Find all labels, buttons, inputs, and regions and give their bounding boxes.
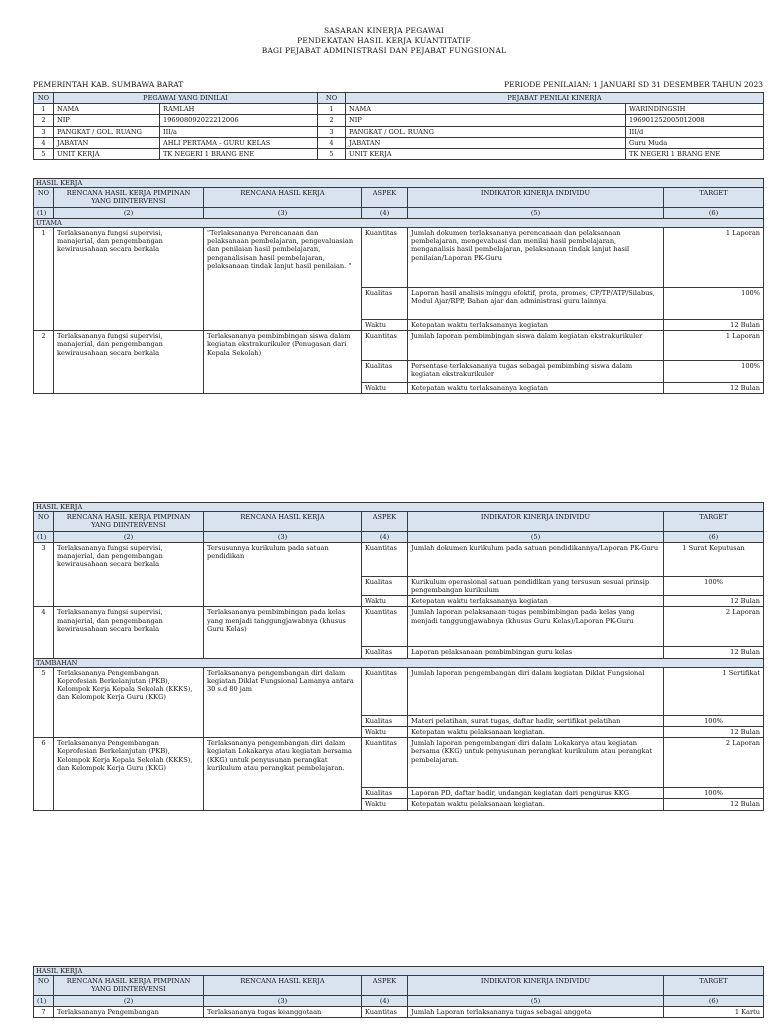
item-indikator: Laporan PD, daftar hadir, undangan kegiatan dari pengurus KKG [408, 788, 664, 799]
item-target: 12 Bulan [664, 320, 764, 331]
item-target: 100% [664, 576, 764, 595]
item-indikator: Kurikulum operasional satuan pendidikan yang tersusun sesuai prinsip pengembangan kurikulum [408, 576, 664, 595]
field-label: UNIT KERJA [54, 149, 160, 160]
col-number: (5) [408, 207, 664, 218]
item-aspek: Kualitas [362, 288, 408, 320]
item-rhk: Terlaksananya pembimbingan siswa dalam kegiatan ekstrakurikuler (Penugasan dari Kepala Sekolah) [204, 331, 362, 394]
item-aspek: Kuantitas [362, 607, 408, 647]
item-target: 12 Bulan [664, 383, 764, 394]
field-label: PANGKAT / GOL. RUANG [346, 126, 626, 137]
item-target: 2 Laporan [664, 738, 764, 788]
col-number: (5) [408, 995, 664, 1006]
item-indikator: Jumlah laporan pengembangan diri dalam Lokakarya atau kegiatan bersama (KKG) untuk penyusunan perangkat kurikulum atau perangkat pembelajaran. [408, 738, 664, 788]
item-target: 100% [664, 715, 764, 726]
col-rhk: RENCANA HASIL KERJA [204, 976, 362, 995]
item-target: 100% [664, 361, 764, 383]
col-target: TARGET [664, 188, 764, 207]
item-aspek: Kualitas [362, 715, 408, 726]
item-target: 1 Kartu [664, 1006, 764, 1017]
item-no: 4 [34, 607, 54, 658]
field-label: NIP [54, 115, 160, 126]
row-no: 3 [34, 126, 54, 137]
hasil-kerja-table-page-3 [33, 966, 764, 1018]
col-number: (1) [34, 531, 54, 542]
col-number: (3) [204, 995, 362, 1006]
table-row [34, 331, 764, 361]
field-value: AHLI PERTAMA - GURU KELAS [160, 137, 318, 148]
field-value: WARINDINGSIH [626, 104, 764, 115]
table-row [34, 1006, 764, 1017]
item-pimpinan: Terlaksananya fungsi supervisi, manajerial, dan pengembangan kewirausahaan secara berkala [54, 542, 204, 607]
field-label: NAMA [54, 104, 160, 115]
penilai-no-header: NO [318, 93, 346, 104]
pegawai-row [34, 104, 764, 115]
item-target: 12 Bulan [664, 596, 764, 607]
item-no: 1 [34, 228, 54, 331]
col-target: TARGET [664, 976, 764, 995]
table-row [34, 542, 764, 576]
table-row [34, 228, 764, 288]
section-tambahan: TAMBAHAN [34, 658, 764, 667]
field-label: PANGKAT / GOL. RUANG [54, 126, 160, 137]
item-aspek: Waktu [362, 596, 408, 607]
item-target: 12 Bulan [664, 727, 764, 738]
item-aspek: Kuantitas [362, 738, 408, 788]
col-number: (4) [362, 995, 408, 1006]
item-target: 100% [664, 788, 764, 799]
item-aspek: Kualitas [362, 361, 408, 383]
item-pimpinan: Terlaksananya fungsi supervisi, manajerial, dan pengembangan kewirausahaan secara berkala [54, 331, 204, 394]
pegawai-row [34, 137, 764, 148]
item-indikator: Jumlah laporan pembimbingan siswa dalam kegiatan ekstrakurikuler [408, 331, 664, 361]
doc-title-line1: SASARAN KINERJA PEGAWAI [323, 26, 445, 35]
doc-title-line3: BAGI PEJABAT ADMINISTRASI DAN PEJABAT FUNGSIONAL [261, 46, 507, 55]
row-no: 1 [318, 104, 346, 115]
item-pimpinan: Terlaksananya fungsi supervisi, manajerial, dan pengembangan kewirausahaan secara berkala [54, 228, 204, 331]
section-hasil-kerja: HASIL KERJA [34, 967, 764, 976]
field-value: III/d [626, 126, 764, 137]
row-no: 3 [318, 126, 346, 137]
item-aspek: Kuantitas [362, 667, 408, 715]
col-number: (2) [54, 207, 204, 218]
pegawai-no-header: NO [34, 93, 54, 104]
item-indikator: Laporan pelaksanaan pembimbingan guru kelas [408, 647, 664, 658]
table-row [34, 667, 764, 715]
field-label: NAMA [346, 104, 626, 115]
row-no: 4 [318, 137, 346, 148]
item-aspek: Waktu [362, 383, 408, 394]
item-rhk: Terlaksananya tugas keanggotaan [204, 1006, 362, 1017]
item-aspek: Waktu [362, 727, 408, 738]
col-aspek: ASPEK [362, 512, 408, 531]
col-number: (2) [54, 995, 204, 1006]
table-row [34, 607, 764, 647]
item-rhk: Terlaksananya pengembangan diri dalam kegiatan Diklat Fungsional Lamanya antara 30 s.d 80 jam [204, 667, 362, 737]
item-pimpinan: Terlaksananya Pengembangan [54, 1006, 204, 1017]
field-label: JABATAN [54, 137, 160, 148]
pegawai-row [34, 115, 764, 126]
item-pimpinan: Terlaksananya Pengembangan Keprofesian Berkelanjutan (PKB), Kelompok Kerja Kepala Sekolah (KKKS), dan Kelompok Kerja Guru (KKG) [54, 738, 204, 810]
field-value: RAMLAH [160, 104, 318, 115]
item-pimpinan: Terlaksananya fungsi supervisi, manajerial, dan pengembangan kewirausahaan secara berkala [54, 607, 204, 658]
col-aspek: ASPEK [362, 976, 408, 995]
item-rhk: Terlaksananya pembimbingan pada kelas yang menjadi tanggungjawabnya (khusus Guru Kelas) [204, 607, 362, 658]
item-target: 12 Bulan [664, 647, 764, 658]
item-indikator: Jumlah laporan pelaksanaan tugas pembimbingan pada kelas yang menjadi tanggungjawabnya (khusus Guru Kelas)/Laporan PK-Guru [408, 607, 664, 647]
pegawai-row [34, 126, 764, 137]
col-rhk-pimpinan: RENCANA HASIL KERJA PIMPINAN YANG DIINTERVENSI [54, 976, 204, 995]
item-no: 2 [34, 331, 54, 394]
item-indikator: Ketepatan waktu terlaksananya kegiatan [408, 320, 664, 331]
item-indikator: Ketepatan waktu terlaksananya kegiatan [408, 383, 664, 394]
field-value: III/a [160, 126, 318, 137]
item-aspek: Kualitas [362, 576, 408, 595]
item-indikator: Jumlah laporan pengembangan diri dalam kegiatan Diklat Fungsional [408, 667, 664, 715]
field-value: TK NEGERI 1 BRANG ENE [160, 149, 318, 160]
col-rhk: RENCANA HASIL KERJA [204, 188, 362, 207]
item-pimpinan: Terlaksananya Pengembangan Keprofesian Berkelanjutan (PKB), Kelompok Kerja Kepala Sekolah (KKKS), dan Kelompok Kerja Guru (KKG) [54, 667, 204, 737]
item-target: 12 Bulan [664, 799, 764, 810]
col-no: NO [34, 188, 54, 207]
item-aspek: Kuantitas [362, 542, 408, 576]
item-rhk: "Terlaksananya Perencanaan dan pelaksanaan pembelajaran, pengevaluasian dan penilaian hasil pembelajaran, penganalisisan hasil pembelajaran, pelaksanaan tindak lanjut hasil penilaian. " [204, 228, 362, 331]
item-aspek: Kualitas [362, 788, 408, 799]
col-number: (3) [204, 531, 362, 542]
item-aspek: Waktu [362, 320, 408, 331]
col-no: NO [34, 512, 54, 531]
col-number: (6) [664, 995, 764, 1006]
item-aspek: Kuantitas [362, 228, 408, 288]
item-no: 7 [34, 1006, 54, 1017]
row-no: 5 [318, 149, 346, 160]
row-no: 2 [34, 115, 54, 126]
period-label: PERIODE PENILAIAN: 1 JANUARI SD 31 DESEMBER TAHUN 2023 [504, 80, 763, 89]
col-target: TARGET [664, 512, 764, 531]
field-value: 196908092022212006 [160, 115, 318, 126]
item-indikator: Jumlah Laporan terlaksananya tugas sebagai anggota [408, 1006, 664, 1017]
col-number: (6) [664, 207, 764, 218]
section-hasil-kerja: HASIL KERJA [34, 503, 764, 512]
hasil-kerja-table-page-2 [33, 502, 764, 811]
institution-label: PEMERINTAH KAB. SUMBAWA BARAT [33, 80, 184, 89]
item-no: 6 [34, 738, 54, 810]
col-number: (3) [204, 207, 362, 218]
item-indikator: Materi pelatihan, surat tugas, daftar hadir, sertifikat pelatihan [408, 715, 664, 726]
item-indikator: Ketepatan waktu pelaksanaan kegiatan. [408, 727, 664, 738]
item-target: 2 Laporan [664, 607, 764, 647]
field-value: Guru Muda [626, 137, 764, 148]
col-number: (6) [664, 531, 764, 542]
item-indikator: Ketepatan waktu terlaksananya kegiatan [408, 596, 664, 607]
pegawai-dinilai-header: PEGAWAI YANG DINILAI [54, 93, 318, 104]
item-no: 5 [34, 667, 54, 737]
item-aspek: Kualitas [362, 647, 408, 658]
col-number: (4) [362, 207, 408, 218]
field-label: UNIT KERJA [346, 149, 626, 160]
item-rhk: Tersusunnya kurikulum pada satuan pendidikan [204, 542, 362, 607]
col-number: (1) [34, 995, 54, 1006]
item-aspek: Kuantitas [362, 331, 408, 361]
col-aspek: ASPEK [362, 188, 408, 207]
item-target: 1 Laporan [664, 228, 764, 288]
item-target: 100% [664, 288, 764, 320]
field-value: TK NEGERI 1 BRANG ENE [626, 149, 764, 160]
col-rhk-pimpinan: RENCANA HASIL KERJA PIMPINAN YANG DIINTERVENSI [54, 188, 204, 207]
section-hasil-kerja: HASIL KERJA [34, 179, 764, 188]
item-indikator: Ketepatan waktu pelaksanaan kegiatan. [408, 799, 664, 810]
row-no: 1 [34, 104, 54, 115]
doc-title-line2: PENDEKATAN HASIL KERJA KUANTITATIF [297, 36, 471, 45]
item-indikator: Jumlah dokumen terlaksananya perencanaan dan pelaksanaan pembelajaran, mengevaluasi dan menilai hasil pembelajaran, menganalisis hasil pembelajaran, pelaksanaan tindak lanjut hasil penilaian/Laporan PK-Guru [408, 228, 664, 288]
evaluation-table-page-1 [33, 92, 764, 160]
field-label: NIP [346, 115, 626, 126]
row-no: 4 [34, 137, 54, 148]
col-rhk: RENCANA HASIL KERJA [204, 512, 362, 531]
item-indikator: Laporan hasil analisis minggu efektif, prota, promes, CP/TP/ATP/Silabus, Modul Ajar/RPP, Bahan ajar dan administrasi guru lainnya [408, 288, 664, 320]
item-no: 3 [34, 542, 54, 607]
col-number: (5) [408, 531, 664, 542]
col-indikator: INDIKATOR KINERJA INDIVIDU [408, 188, 664, 207]
pegawai-row [34, 149, 764, 160]
col-no: NO [34, 976, 54, 995]
item-indikator: Persentase terlaksananya tugas sebagai pembimbing siswa dalam kegiatan ekstrakurikuler [408, 361, 664, 383]
col-number: (1) [34, 207, 54, 218]
item-target: 1 Sertifikat [664, 667, 764, 715]
table-row [34, 738, 764, 788]
field-label: JABATAN [346, 137, 626, 148]
col-number: (4) [362, 531, 408, 542]
item-aspek: Waktu [362, 799, 408, 810]
item-target: 1 Surat Keputusan [664, 542, 764, 576]
section-utama: UTAMA [34, 218, 764, 227]
item-rhk: Terlaksananya pengembangan diri dalam kegiatan Lokakarya atau kegiatan bersama (KKG) untuk penyusunan perangkat kurikulum atau perangkat pembelajaran. [204, 738, 362, 810]
item-aspek: Kuantitas [362, 1006, 408, 1017]
col-number: (2) [54, 531, 204, 542]
row-no: 5 [34, 149, 54, 160]
col-indikator: INDIKATOR KINERJA INDIVIDU [408, 976, 664, 995]
item-indikator: Jumlah dokumen kurikulum pada satuan pendidikannya/Laporan PK-Guru [408, 542, 664, 576]
field-value: 196901252005012008 [626, 115, 764, 126]
hasil-kerja-table-page-1 [33, 178, 764, 394]
col-indikator: INDIKATOR KINERJA INDIVIDU [408, 512, 664, 531]
penilai-header: PEJABAT PENILAI KINERJA [346, 93, 764, 104]
col-rhk-pimpinan: RENCANA HASIL KERJA PIMPINAN YANG DIINTERVENSI [54, 512, 204, 531]
row-no: 2 [318, 115, 346, 126]
item-target: 1 Laporan [664, 331, 764, 361]
